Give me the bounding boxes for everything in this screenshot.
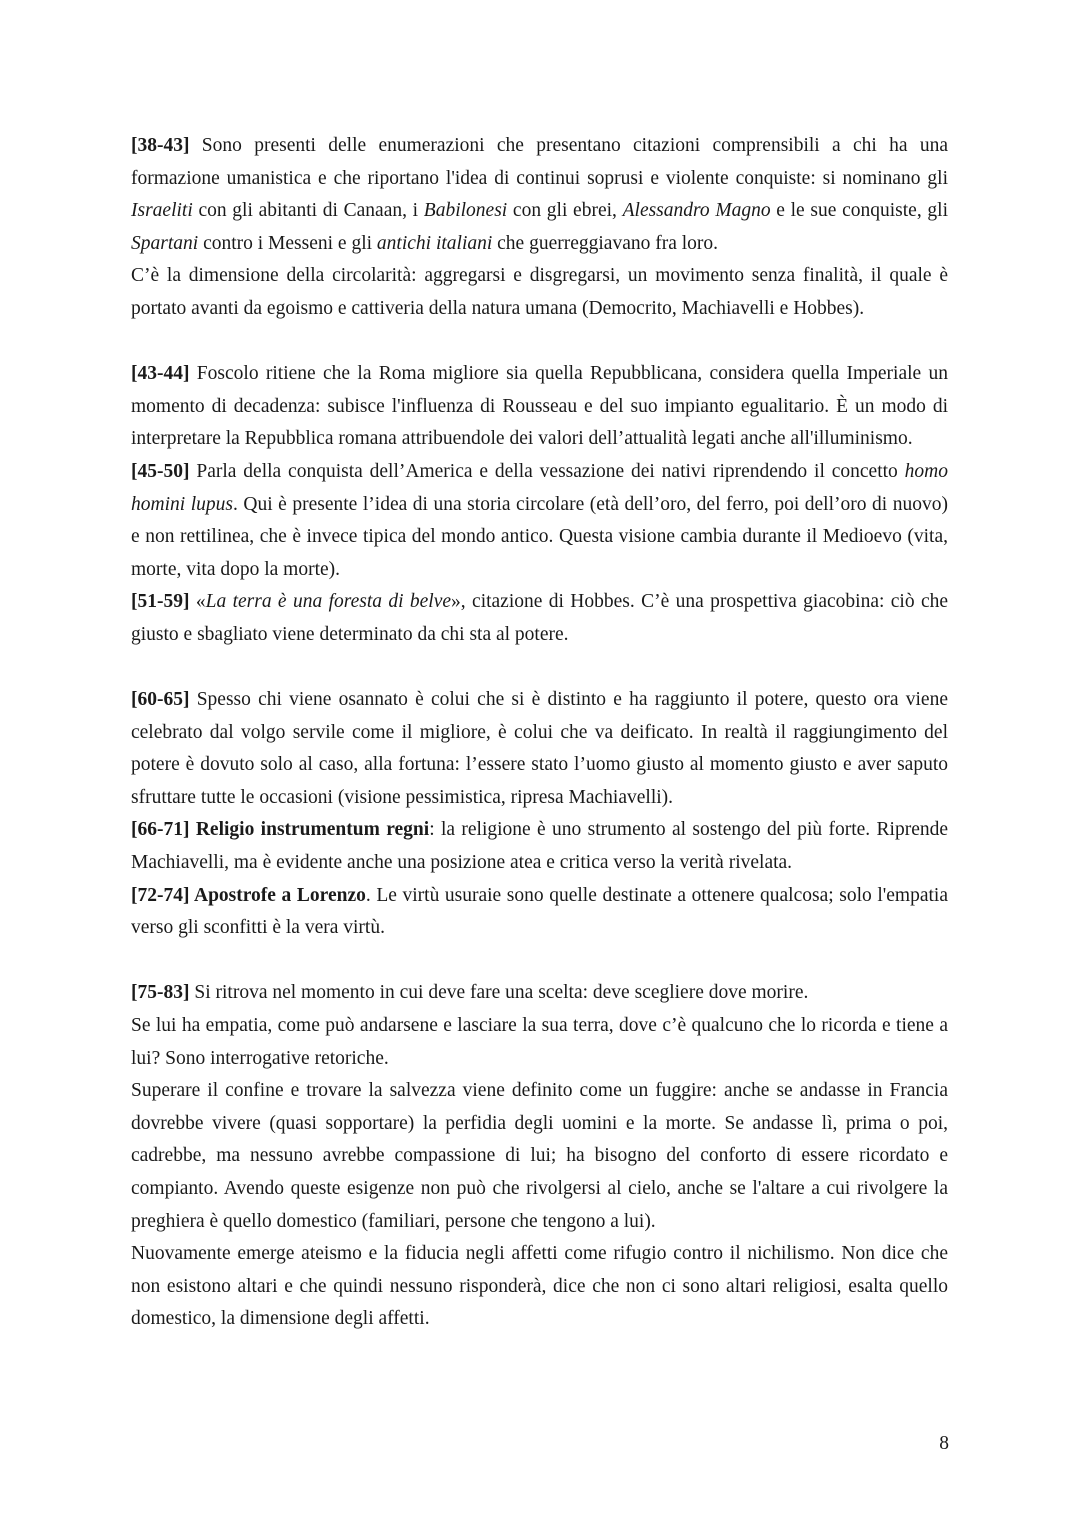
- line-reference: [66-71]: [131, 819, 190, 841]
- paragraph-text: : la religione è uno strumento al sostengo del più forte. Riprende Machiavelli, ma è evidente anche una posizione atea e critica verso la verità rivelata.: [131, 819, 948, 874]
- paragraph-text: che guerreggiavano fra loro.: [492, 232, 719, 254]
- line-reference: [38-43]: [131, 135, 190, 156]
- paragraph-text: contro i Messeni e gli: [198, 232, 377, 254]
- bold-heading: Religio instrumentum regni: [189, 819, 430, 841]
- paragraph-text: . Le virtù usuraie sono quelle destinate a ottenere qualcosa; solo l'empatia verso gli sconfitti è la vera virtù.: [131, 884, 948, 939]
- paragraph-empatia: Se lui ha empatia, come può andarsene e lasciare la sua terra, dove c’è qualcuno che lo ricorda e tiene a lui? Sono interrogative retoriche.: [131, 1015, 948, 1069]
- italic-term: Spartani: [131, 232, 199, 254]
- paragraph-gap: [131, 945, 948, 978]
- paragraph-ateismo: Nuovamente emerge ateismo e la fiducia negli affetti come rifugio contro il nichilismo. Non dice che non esistono altari e che quindi nessuno risponderà, dice che non ci sono altari religiosi, esalta quello domestico, la dimensione degli affetti.: [131, 1243, 948, 1330]
- paragraph-circolarita: C’è la dimensione della circolarità: aggregarsi e disgregarsi, un movimento senza finalità, il quale è portato avanti da egoismo e cattiveria della natura umana (Democrito, Machiavelli e Hobbes).: [131, 265, 948, 319]
- paragraph-51-59: [131, 586, 948, 651]
- italic-term: Alessandro Magno: [622, 200, 771, 222]
- paragraph-text: «: [189, 591, 206, 613]
- paragraph-text: », citazione di Hobbes. C’è una prospettiva giacobina: ciò che giusto e sbagliato viene determinato da chi sta al potere.: [131, 591, 948, 645]
- line-reference: [51-59]: [131, 591, 190, 613]
- paragraph-66-71: [131, 814, 948, 879]
- bold-heading: Apostrofe a Lorenzo: [189, 884, 366, 906]
- paragraph-text: Foscolo ritiene che la Roma migliore sia quella Repubblicana, considera quella Imperiale un momento di decadenza: subisce l'influenza di Rousseau e del suo impianto egualitario. È un modo di interpretare la Repubblica romana attribuendole dei valori dell’attualità legati anche all'illuminismo.: [131, 363, 948, 450]
- paragraph-text: con gli ebrei,: [507, 200, 623, 222]
- paragraph-text: . Qui è presente l’idea di una storia circolare (età dell’oro, del ferro, poi dell’oro di nuovo) e non rettilinea, che è invece tipica del mondo antico. Questa visione cambia durante il Medioevo (vita, morte, vita dopo la morte).: [131, 493, 948, 580]
- italic-term: antichi italiani: [376, 232, 493, 254]
- italic-quote: La terra è una foresta di belve: [205, 591, 452, 613]
- paragraph-72-74: [131, 880, 948, 945]
- paragraph-text: Spesso chi viene osannato è colui che si è distinto e ha raggiunto il potere, questo ora viene celebrato dal volgo servile come il migliore, è colui che va deificato. In realtà il raggiungimento del potere è dovuto solo al caso, alla fortuna: l’essere stato l’uomo giusto al momento giusto e aver saputo sfruttare tutte le occasioni (visione pessimistica, ripresa Machiavelli).: [131, 689, 948, 808]
- page-content: [131, 130, 948, 1336]
- paragraph-text: Parla della conquista dell’America e della vessazione dei nativi riprendendo il concetto: [189, 460, 905, 482]
- paragraph-text: Si ritrova nel momento in cui deve fare una scelta: deve scegliere dove morire.: [189, 982, 809, 1004]
- paragraph-text: e le sue conquiste, gli: [770, 200, 948, 222]
- paragraph-confine: Superare il confine e trovare la salvezza viene definito come un fuggire: anche se andasse in Francia dovrebbe vivere (quasi sopportare) la perfidia degli uomini e la morte. Se andasse lì, prima o poi, cadrebbe, ma nessuno avrebbe compassione di lui; ha bisogno del conforto di essere ricordato e compianto. Avendo queste esigenze non può che rivolgersi al cielo, anche se l'altare a cui rivolgere la preghiera è quello domestico (familiari, persone che tengono a lui).: [131, 1080, 948, 1232]
- paragraph-gap: [131, 326, 948, 359]
- page-number: 8: [939, 1433, 949, 1454]
- paragraph-text: con gli abitanti di Canaan, i: [192, 200, 424, 222]
- line-reference: [72-74]: [131, 884, 190, 906]
- paragraph-45-50: [131, 456, 948, 586]
- paragraph-75-83: [131, 977, 948, 1010]
- italic-term: homo homini lupus: [131, 460, 948, 515]
- italic-term: Israeliti: [131, 200, 193, 222]
- italic-term: Babilonesi: [423, 200, 508, 222]
- line-reference: [60-65]: [131, 689, 190, 711]
- line-reference: [75-83]: [131, 982, 190, 1004]
- paragraph-gap: [131, 652, 948, 685]
- paragraph-43-44: [131, 358, 948, 456]
- paragraph-60-65: [131, 684, 948, 814]
- line-reference: [43-44]: [131, 363, 190, 385]
- paragraph-38-43: [131, 130, 948, 260]
- paragraph-text: Sono presenti delle enumerazioni che presentano citazioni comprensibili a chi ha una formazione umanistica e che riportano l'idea di continui soprusi e violente conquiste: si nominano gli: [131, 135, 948, 189]
- line-reference: [45-50]: [131, 460, 190, 482]
